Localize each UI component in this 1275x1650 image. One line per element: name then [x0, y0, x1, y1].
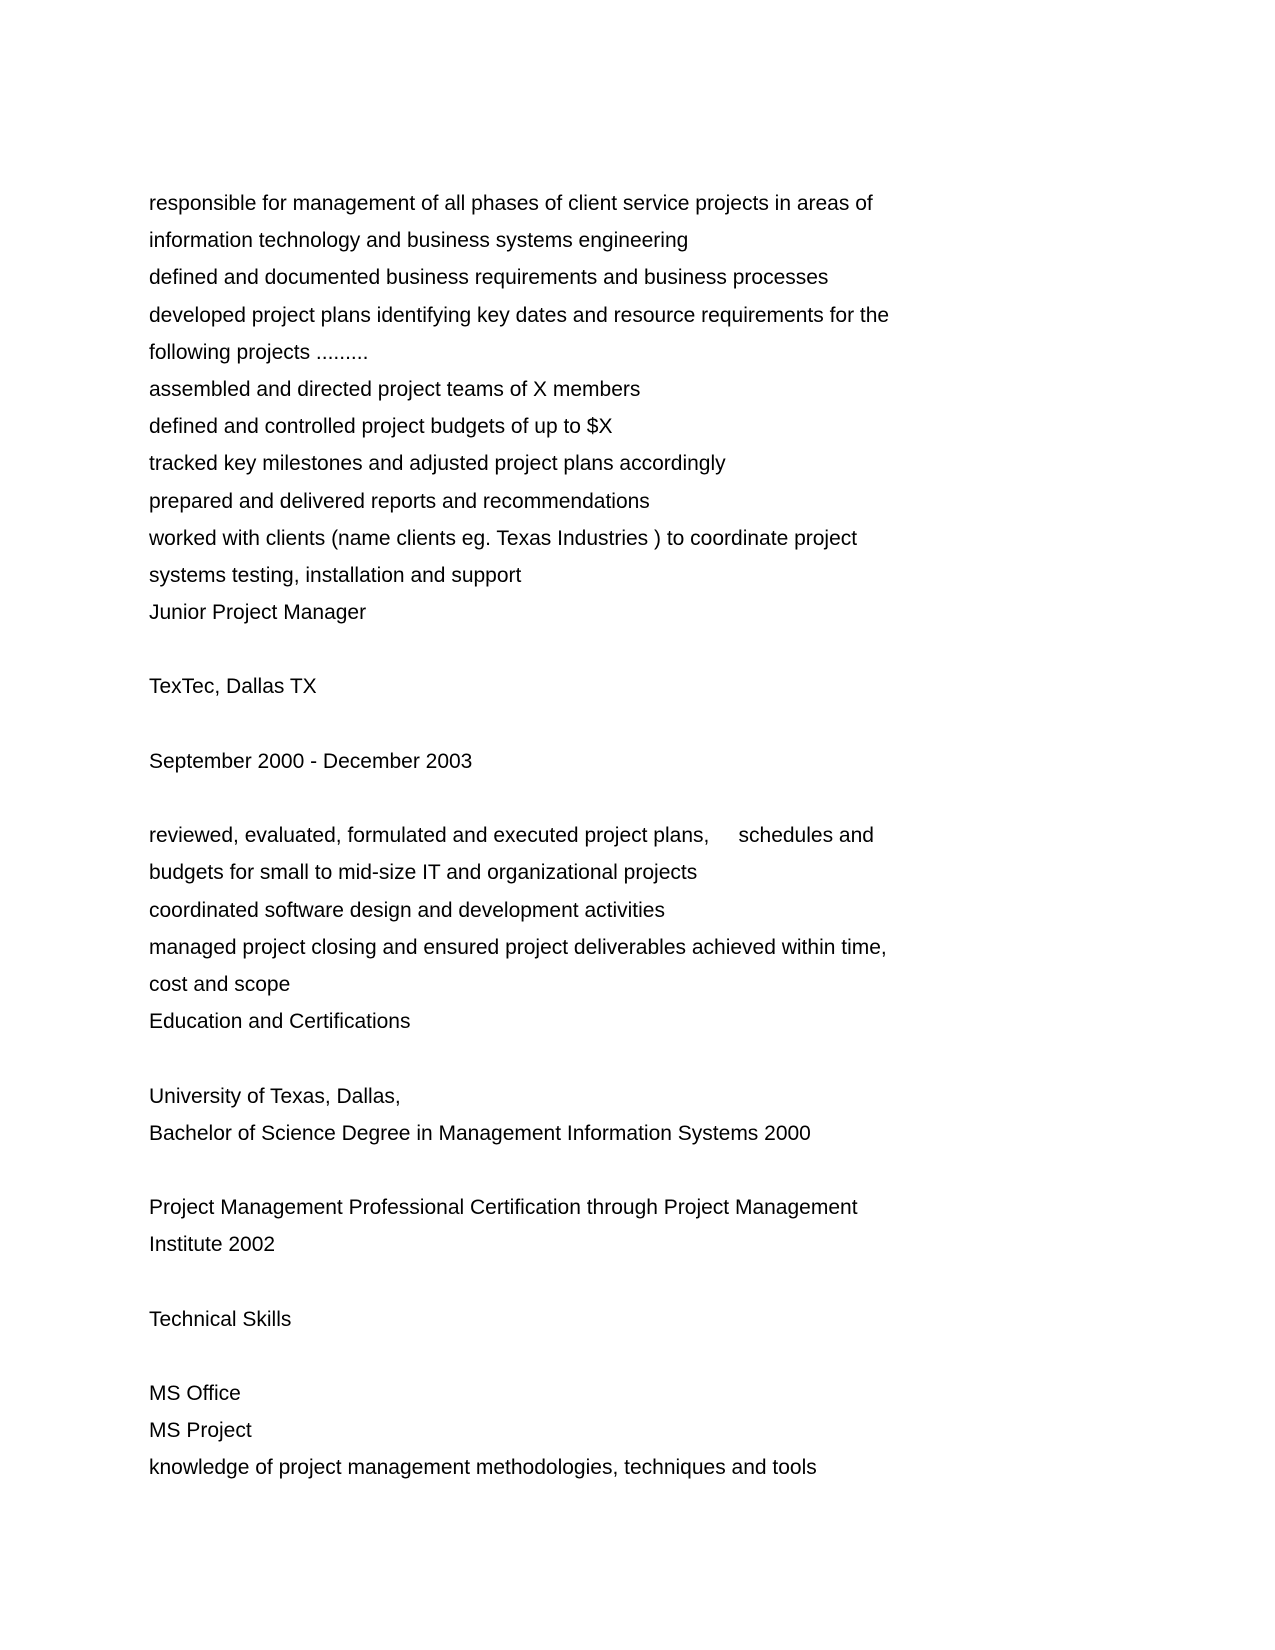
- employer: TexTec, Dallas TX: [149, 675, 317, 699]
- blank-line: [149, 706, 909, 743]
- blank-line: [149, 1152, 909, 1189]
- text-line: developed project plans identifying key dates and resource requirements for the: [149, 303, 890, 327]
- text-line: managed project closing and ensured project deliverables achieved within time,: [149, 935, 887, 959]
- skill-item: MS Office: [149, 1382, 241, 1405]
- job-title: Junior Project Manager: [149, 601, 367, 625]
- employment-dates: September 2000 - December 2003: [149, 749, 473, 773]
- blank-line: [149, 1338, 909, 1375]
- text-line: following projects .........: [149, 340, 369, 364]
- text-line: assembled and directed project teams of X members: [149, 377, 641, 401]
- certification: Institute 2002: [149, 1233, 276, 1257]
- text-line: tracked key milestones and adjusted project plans accordingly: [149, 452, 726, 476]
- text-line: information technology and business systems engineering: [149, 229, 689, 253]
- school-name: University of Texas, Dallas,: [149, 1084, 401, 1108]
- blank-line: [149, 631, 909, 668]
- text-line: cost and scope: [149, 972, 291, 996]
- text-line: defined and controlled project budgets of up to $X: [149, 415, 613, 439]
- text-line: worked with clients (name clients eg. Texas Industries ) to coordinate project: [149, 526, 858, 550]
- skill-item: MS Project: [149, 1419, 252, 1443]
- section-heading-education: Education and Certifications: [149, 1010, 411, 1034]
- certification: Project Management Professional Certification through Project Management: [149, 1196, 858, 1220]
- document-body: [149, 185, 909, 1487]
- skill-item: knowledge of project management methodologies, techniques and tools: [149, 1456, 817, 1480]
- text-line: prepared and delivered reports and recommendations: [149, 489, 650, 513]
- text-line: systems testing, installation and support: [149, 563, 522, 587]
- text-line: budgets for small to mid-size IT and organizational projects: [149, 861, 698, 885]
- blank-line: [149, 1040, 909, 1077]
- text-line: coordinated software design and development activities: [149, 898, 665, 922]
- text-line: defined and documented business requirements and business processes: [149, 266, 829, 290]
- text-line: responsible for management of all phases of client service projects in areas of: [149, 192, 873, 215]
- blank-line: [149, 1263, 909, 1300]
- blank-line: [149, 780, 909, 817]
- section-heading-technical-skills: Technical Skills: [149, 1307, 292, 1331]
- text-line: reviewed, evaluated, formulated and executed project plans, schedules and: [149, 824, 874, 848]
- degree: Bachelor of Science Degree in Management Information Systems 2000: [149, 1121, 811, 1145]
